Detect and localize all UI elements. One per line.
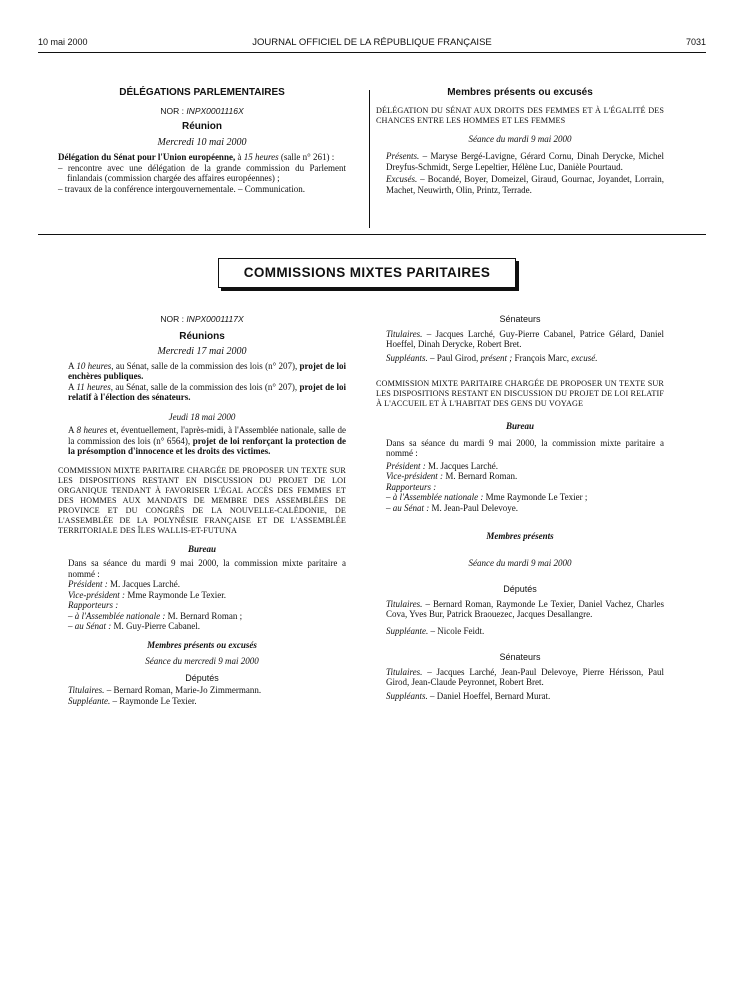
- reunion-item: A 8 heures et, éventuellement, l'après-midi, à l'Assemblée nationale, salle de la commission des lois (n° 6564), projet de loi renforçant la protection de la présomption d'innocence et les droits des victimes.: [68, 425, 346, 456]
- membres-title: Membres présents ou excusés: [447, 87, 593, 98]
- commissions-left-column: [58, 314, 346, 706]
- delegations-subtitle: Réunion: [182, 121, 222, 132]
- titulaires-list: Titulaires. – Jacques Larché, Jean-Paul Delevoye, Pierre Hérisson, Paul Girod, Jean-Claude Peyronnet, Robert Bret.: [386, 666, 664, 687]
- deputes-title: Députés: [503, 584, 537, 594]
- delegation-name: DÉLÉGATION DU SÉNAT AUX DROITS DES FEMMES ET À L'ÉGALITÉ DES CHANCES ENTRE LES HOMMES ET LES FEMMES: [376, 105, 664, 125]
- header-rule: [38, 52, 706, 53]
- rapporteurs-label: Rapporteurs :: [68, 600, 119, 610]
- rapporteur-an: – à l'Assemblée nationale : Mme Raymonde Le Texier ;: [386, 492, 588, 502]
- president-line: Président : M. Jacques Larché.: [68, 579, 180, 589]
- senateurs-title: Sénateurs: [499, 652, 541, 662]
- seance-date: Séance du mardi 9 mai 2000: [468, 133, 572, 144]
- cmp-title: COMMISSION MIXTE PARITAIRE CHARGÉE DE PROPOSER UN TEXTE SUR LES DISPOSITIONS RESTANT EN DISCUSSION DU PROJET DE LOI RELATIF À L'ACCUEIL ET À L'HABITAT DES GENS DU VOYAGE: [376, 379, 664, 408]
- journal-title: JOURNAL OFFICIEL DE LA RÉPUBLIQUE FRANÇAISE: [252, 37, 492, 48]
- vice-president-line: Vice-président : M. Bernard Roman.: [386, 471, 518, 481]
- suppleants-line: Suppléants. – Daniel Hoeffel, Bernard Murat.: [386, 690, 551, 701]
- reunions-title: Réunions: [179, 330, 225, 342]
- delegations-title: DÉLÉGATIONS PARLEMENTAIRES: [119, 87, 285, 98]
- senateurs-title: Sénateurs: [499, 314, 541, 324]
- president-line: Président : M. Jacques Larché.: [386, 460, 498, 471]
- seance-date: Séance du mercredi 9 mai 2000: [145, 656, 259, 666]
- page-header: [38, 37, 706, 51]
- header-date: 10 mai 2000: [38, 37, 88, 47]
- suppleante-line: Suppléante. – Raymonde Le Texier.: [68, 695, 197, 706]
- suppleante-line: Suppléante. – Nicole Feidt.: [386, 625, 485, 636]
- titulaires-list: Titulaires. – Bernard Roman, Raymonde Le Texier, Daniel Vachez, Charles Cova, Yves Bur, Patrick Braouezec, Jacques Desallangre.: [386, 598, 664, 619]
- membres-title: Membres présents ou excusés: [147, 639, 257, 650]
- delegations-section: [58, 88, 346, 194]
- bureau-intro: Dans sa séance du mardi 9 mai 2000, la commission mixte paritaire a nommé :: [68, 558, 346, 579]
- reunion-item: A 11 heures, au Sénat, salle de la commission des lois (n° 207), projet de loi relatif à l'élection des sénateurs.: [68, 381, 346, 402]
- rapporteur-senat: – au Sénat : M. Jean-Paul Delevoye.: [386, 502, 518, 513]
- deputes-title: Députés: [185, 672, 219, 683]
- delegations-nor: NOR : INPX0001116X: [160, 105, 244, 116]
- rapporteur-senat: – au Sénat : M. Guy-Pierre Cabanel.: [68, 621, 200, 631]
- reunion-date-2: Jeudi 18 mai 2000: [168, 411, 236, 422]
- bureau-intro: Dans sa séance du mardi 9 mai 2000, la commission mixte paritaire a nommé :: [386, 437, 664, 458]
- bureau-title: Bureau: [505, 421, 534, 431]
- vice-president-line: Vice-président : Mme Raymonde Le Texier.: [68, 589, 226, 600]
- column-divider: [369, 90, 370, 228]
- commissions-right-column: [376, 314, 664, 701]
- delegations-paragraph: Délégation du Sénat pour l'Union européenne, à 15 heures (salle n° 261) :: [58, 152, 335, 162]
- suppleants-line: Suppléants. – Paul Girod, présent ; François Marc, excusé.: [386, 352, 598, 363]
- rapporteurs-label: Rapporteurs :: [386, 481, 437, 492]
- delegations-item: – travaux de la conférence intergouvernementale. – Communication.: [58, 183, 305, 194]
- reunion-date-1: Mercredi 17 mai 2000: [157, 346, 247, 357]
- seance-date: Séance du mardi 9 mai 2000: [468, 557, 572, 568]
- reunion-item: A 10 heures, au Sénat, salle de la commission des lois (n° 207), projet de loi enchères publiques.: [68, 360, 346, 381]
- commissions-nor: NOR : INPX0001117X: [160, 314, 244, 324]
- presents-list: Présents. – Maryse Bergé-Lavigne, Gérard Cornu, Dinah Derycke, Michel Dreyfus-Schmidt, Serge Lepeltier, Hélène Luc, Danièle Pourtaud.: [386, 151, 664, 172]
- excuses-list: Excusés. – Bocandé, Boyer, Domeizel, Giraud, Gournac, Joyandet, Lorrain, Machet, Neuwirth, Olin, Printz, Terrade.: [386, 174, 664, 195]
- membres-delegation-section: [376, 88, 664, 195]
- section-rule: [38, 234, 706, 235]
- membres-title: Membres présents: [486, 531, 554, 541]
- page-number: 7031: [685, 37, 706, 47]
- delegations-item: – rencontre avec une délégation de la grande commission du Parlement finlandais (commission chargée des affaires européennes) ;: [58, 162, 346, 183]
- bureau-title: Bureau: [187, 543, 216, 554]
- rapporteur-an: – à l'Assemblée nationale : M. Bernard Roman ;: [68, 610, 243, 621]
- titulaires-list: Titulaires. – Bernard Roman, Marie-Jo Zimmermann.: [68, 685, 262, 695]
- delegations-date: Mercredi 10 mai 2000: [157, 136, 247, 148]
- titulaires-list: Titulaires. – Jacques Larché, Guy-Pierre Cabanel, Patrice Gélard, Daniel Hoeffel, Dinah Derycke, Robert Bret.: [386, 328, 664, 349]
- commissions-box-title: COMMISSIONS MIXTES PARITAIRES: [218, 258, 516, 288]
- cmp-title: COMMISSION MIXTE PARITAIRE CHARGÉE DE PROPOSER UN TEXTE SUR LES DISPOSITIONS RESTANT EN DISCUSSION DU PROJET DE LOI ORGANIQUE TENDANT À FAVORISER L'ÉGAL ACCÈS DES FEMMES ET DES HOMMES AUX MANDATS DE MEMBRE DES ASSEMBLÉES DE PROVINCE ET DU CONGRÈS DE LA NOUVELLE-CALÉDONIE, DE L'ASSEMBLÉE DE LA POLYNÉSIE FRANÇAISE ET DE L'ASSEMBLÉE TERRITORIALE DES ÎLES WALLIS-ET-FUTUNA: [58, 465, 346, 535]
